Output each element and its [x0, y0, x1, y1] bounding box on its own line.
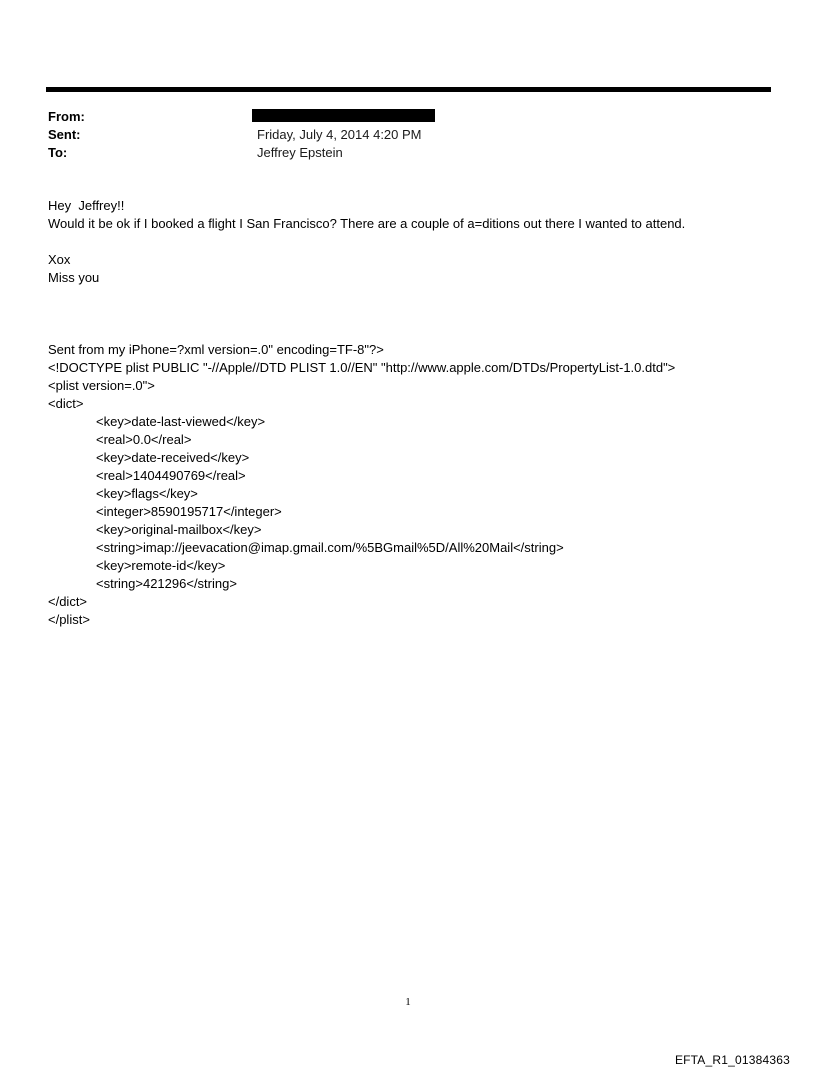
page-number: 1: [405, 996, 411, 1008]
plist-line: <real>1404490769</real>: [96, 468, 246, 483]
plist-line: <plist version=.0">: [48, 378, 155, 393]
header-divider: [46, 87, 771, 92]
plist-line: <key>date-received</key>: [96, 450, 250, 465]
plist-line: <integer>8590195717</integer>: [96, 504, 282, 519]
plist-dump: [48, 341, 675, 629]
to-value: Jeffrey Epstein: [257, 145, 343, 160]
greeting: Hey Jeffrey!!: [48, 198, 125, 213]
redaction-block: [252, 109, 435, 122]
plist-line: <key>flags</key>: [96, 486, 198, 501]
document-id: EFTA_R1_01384363: [674, 1053, 790, 1067]
sent-value: Friday, July 4, 2014 4:20 PM: [257, 127, 422, 142]
signoff-xox: Xox: [48, 252, 71, 267]
from-label: From:: [48, 109, 85, 124]
sent-label: Sent:: [48, 127, 81, 142]
message-text: Would it be ok if I booked a flight I San Francisco? There are a couple of a=ditions out there I wanted to attend.: [48, 216, 686, 231]
plist-line: Sent from my iPhone=?xml version=.0" encoding=TF-8"?>: [48, 342, 384, 357]
plist-line: <!DOCTYPE plist PUBLIC "-//Apple//DTD PLIST 1.0//EN" "http://www.apple.com/DTDs/PropertyList-1.0.dtd">: [48, 360, 676, 375]
plist-line: <string>421296</string>: [96, 576, 237, 591]
signoff-miss-you: Miss you: [48, 270, 100, 285]
plist-line: <key>original-mailbox</key>: [96, 522, 262, 537]
plist-line: </plist>: [48, 612, 90, 627]
plist-line: <key>date-last-viewed</key>: [96, 414, 266, 429]
to-label: To:: [48, 145, 68, 160]
plist-line: <key>remote-id</key>: [96, 558, 226, 573]
plist-line: <real>0.0</real>: [96, 432, 192, 447]
plist-line: <dict>: [48, 396, 84, 411]
plist-line: <string>imap://jeevacation@imap.gmail.com/%5BGmail%5D/All%20Mail</string>: [96, 540, 564, 555]
plist-line: </dict>: [48, 594, 88, 609]
